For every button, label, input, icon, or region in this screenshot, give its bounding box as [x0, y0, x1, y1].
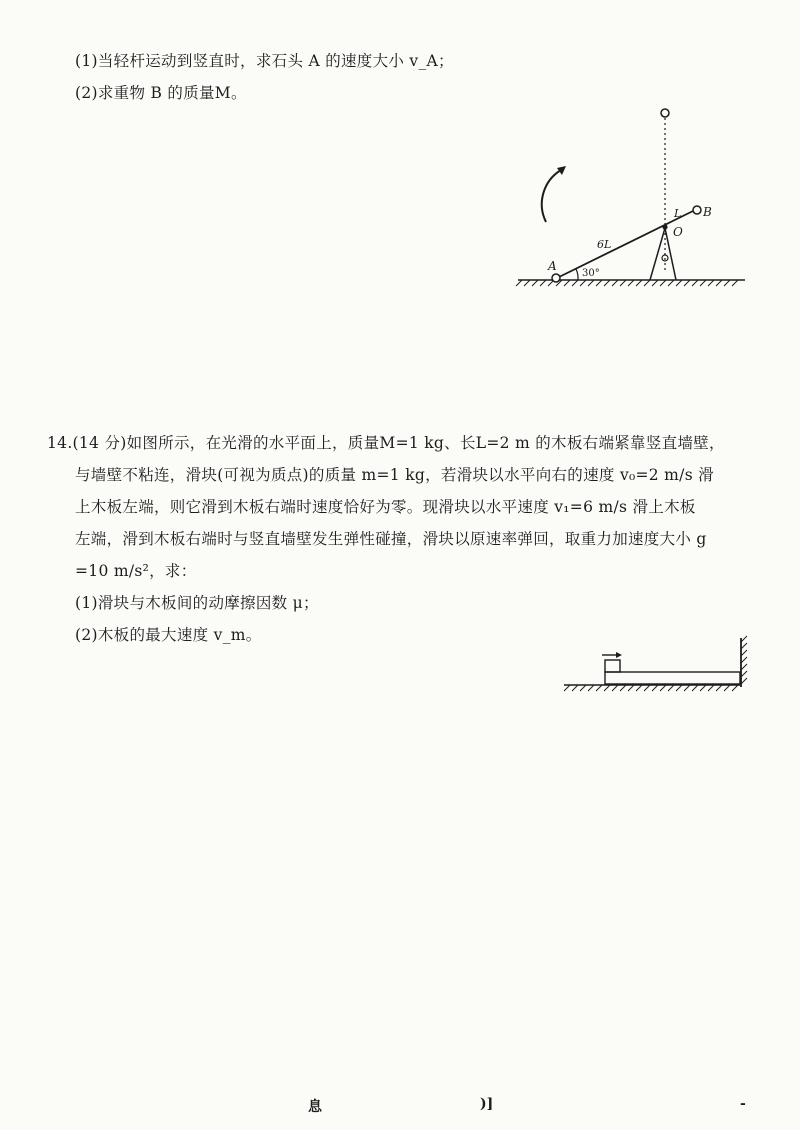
problem13-question1: (1)当轻杆运动到竖直时，求石头 A 的速度大小 v_A；	[75, 52, 454, 70]
footer-center-mark: )]	[480, 1096, 494, 1112]
footer-left-mark: 息	[308, 1099, 322, 1115]
wall-hatching	[741, 636, 747, 684]
label-B: B	[703, 205, 712, 219]
label-O: O	[673, 225, 683, 239]
footer-right-mark: -	[740, 1096, 746, 1112]
problem14-question1: (1)滑块与木板间的动摩擦因数 μ；	[75, 594, 319, 612]
label-6L: 6L	[597, 238, 612, 251]
problem14-line4: 左端，滑到木板右端时与竖直墙壁发生弹性碰撞，滑块以原速率弹回，取重力加速度大小 g	[75, 530, 707, 548]
label-angle-30: 30°	[582, 268, 600, 279]
rotation-arrow	[542, 170, 561, 222]
pivot-O	[662, 224, 667, 229]
figure-lever-diagram	[510, 100, 760, 300]
problem13-question2: (2)求重物 B 的质量M。	[75, 84, 247, 102]
velocity-arrow-head-icon	[616, 652, 622, 658]
problem14-line1: 14.(14 分)如图所示，在光滑的水平面上，质量M=1 kg、长L=2 m 的木板右端紧靠竖直墙壁，	[47, 434, 725, 452]
wooden-board	[605, 672, 740, 684]
weight-B-circle	[693, 206, 701, 214]
lever-rod	[557, 211, 693, 278]
slider-block	[605, 660, 620, 672]
problem14-line3: 上木板左端，则它滑到木板右端时速度恰好为零。现滑块以水平速度 v₁=6 m/s 滑上木板	[75, 498, 696, 516]
problem14-question2: (2)木板的最大速度 v_m。	[75, 626, 262, 644]
rotation-arrow-head-icon	[557, 166, 566, 175]
stone-A-circle	[552, 274, 560, 282]
angle-arc	[576, 269, 578, 280]
problem14-line5: =10 m/s²，求：	[75, 562, 197, 580]
label-A: A	[548, 259, 557, 273]
problem14-line2: 与墙壁不粘连，滑块(可视为质点)的质量 m=1 kg，若滑块以水平向右的速度 v₀=2 m/s 滑	[75, 466, 714, 484]
top-position-circle	[661, 109, 669, 117]
figure-board-wall-diagram	[560, 630, 760, 700]
ground-hatching	[516, 280, 738, 286]
ground-hatching	[564, 685, 738, 691]
label-L: L	[674, 207, 682, 220]
